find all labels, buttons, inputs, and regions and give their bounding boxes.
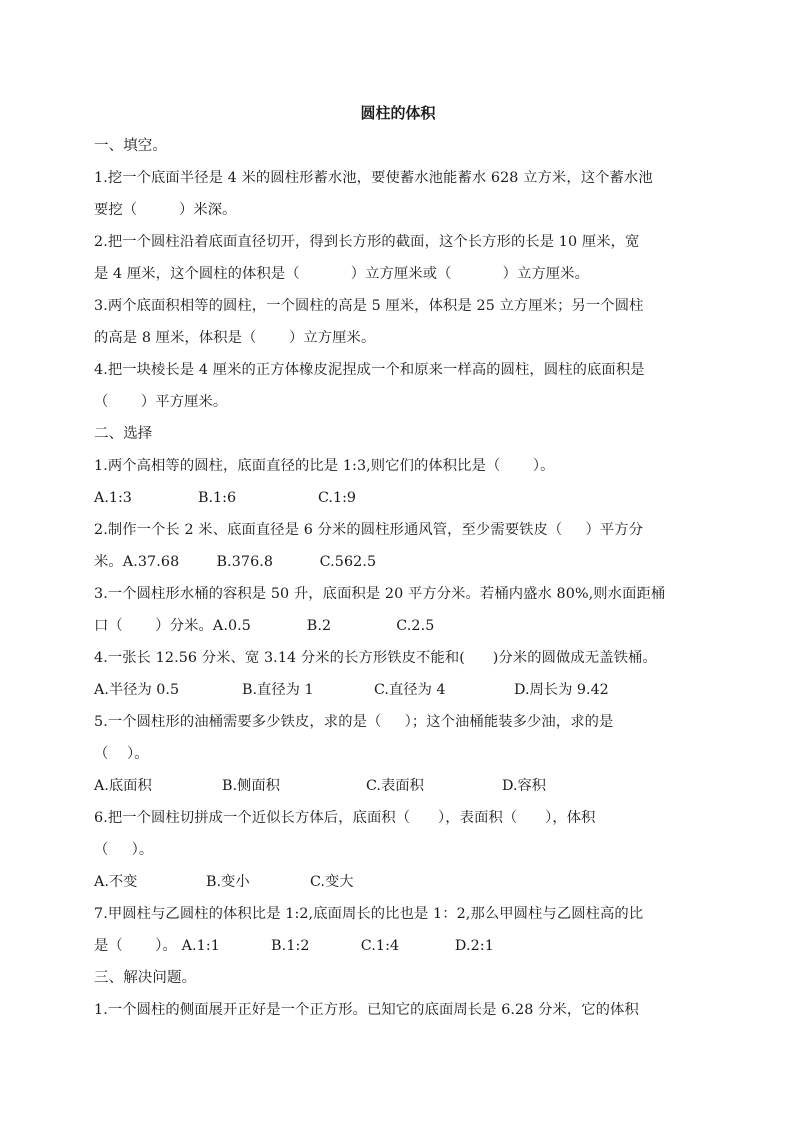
- option-a: A.不变: [94, 874, 138, 890]
- choice-q5-line2: （ ）。: [94, 746, 149, 762]
- choice-q2-line1: 2.制作一个长 2 米、底面直径是 6 分米的圆柱形通风管，至少需要铁皮（ ）平方分: [94, 522, 644, 538]
- option-a: A.底面积: [94, 778, 152, 794]
- option-d: D.容积: [502, 778, 547, 794]
- fill-q2-line1: 2.把一个圆柱沿着底面直径切开，得到长方形的截面，这个长方形的长是 10 厘米，宽: [94, 234, 640, 250]
- section-heading-problems: 三、解决问题。: [94, 970, 197, 986]
- problem-q1-line1: 1.一个圆柱的侧面展开正好是一个正方形。已知它的底面周长是 6.28 分米，它的体积: [94, 1002, 639, 1018]
- fill-q2-line2: 是 4 厘米，这个圆柱的体积是（ ）立方厘米或（ ）立方厘米。: [94, 266, 589, 282]
- worksheet: [94, 100, 702, 1026]
- option-c: C.直径为 4: [374, 682, 446, 698]
- fill-q4-line2: （ ）平方厘米。: [94, 394, 228, 410]
- fill-q1-line1: 1.挖一个底面半径是 4 米的圆柱形蓄水池，要使蓄水池能蓄水 628 立方米，这个蓄水池: [94, 170, 653, 186]
- option-b: B.变小: [206, 874, 250, 890]
- choice-q1-options: [94, 482, 702, 514]
- fill-q3-line2: 的高是 8 厘米，体积是（ ）立方厘米。: [94, 330, 376, 346]
- choice-q2-line2: 米。A.37.68 B.376.8 C.562.5: [94, 554, 377, 570]
- option-a: A.半径为 0.5: [94, 682, 180, 698]
- choice-q4: 4.一张长 12.56 分米、宽 3.14 分米的长方形铁皮不能和( )分米的圆做成无盖铁桶。: [94, 650, 657, 666]
- choice-q7-line2: 是（ ）。 A.1:1 B.1:2 C.1:4 D.2:1: [94, 938, 494, 954]
- choice-q5-line1: 5.一个圆柱形的油桶需要多少铁皮，求的是（ ）；这个油桶能装多少油，求的是: [94, 714, 614, 730]
- option-b: B.侧面积: [222, 778, 280, 794]
- section-heading-fill: 一、填空。: [94, 138, 167, 154]
- choice-q5-options: [94, 770, 702, 802]
- choice-q6-line1: 6.把一个圆柱切拼成一个近似长方体后，底面积（ ），表面积（ ），体积: [94, 810, 596, 826]
- fill-q3-line1: 3.两个底面积相等的圆柱，一个圆柱的高是 5 厘米，体积是 25 立方厘米；另一个圆柱: [94, 298, 644, 314]
- fill-q1-line2: 要挖（ ）米深。: [94, 202, 237, 218]
- option-b: B.直径为 1: [242, 682, 314, 698]
- choice-q3-line1: 3.一个圆柱形水桶的容积是 50 升，底面积是 20 平方分米。若桶内盛水 80%,则水面距桶: [94, 586, 666, 602]
- choice-q4-options: [94, 674, 702, 706]
- choice-q6-options: [94, 866, 702, 898]
- section-heading-choice: 二、选择: [94, 426, 153, 442]
- choice-q3-line2: 口（ ）分米。A.0.5 B.2 C.2.5: [94, 618, 435, 634]
- option-a: A.1:3: [94, 490, 132, 506]
- page-title: 圆柱的体积: [360, 104, 436, 122]
- option-c: C.表面积: [366, 778, 424, 794]
- option-c: C.变大: [310, 874, 354, 890]
- choice-q1: 1.两个高相等的圆柱，底面直径的比是 1:3,则它们的体积比是（ ）。: [94, 458, 555, 474]
- option-b: B.1:6: [198, 490, 237, 506]
- choice-q7-line1: 7.甲圆柱与乙圆柱的体积比是 1:2,底面周长的比也是 1：2,那么甲圆柱与乙圆柱高的比: [94, 906, 644, 922]
- option-c: C.1:9: [318, 490, 356, 506]
- choice-q6-line2: （ ）。: [94, 842, 154, 858]
- option-d: D.周长为 9.42: [514, 682, 609, 698]
- fill-q4-line1: 4.把一块棱长是 4 厘米的正方体橡皮泥捏成一个和原来一样高的圆柱，圆柱的底面积是: [94, 362, 645, 378]
